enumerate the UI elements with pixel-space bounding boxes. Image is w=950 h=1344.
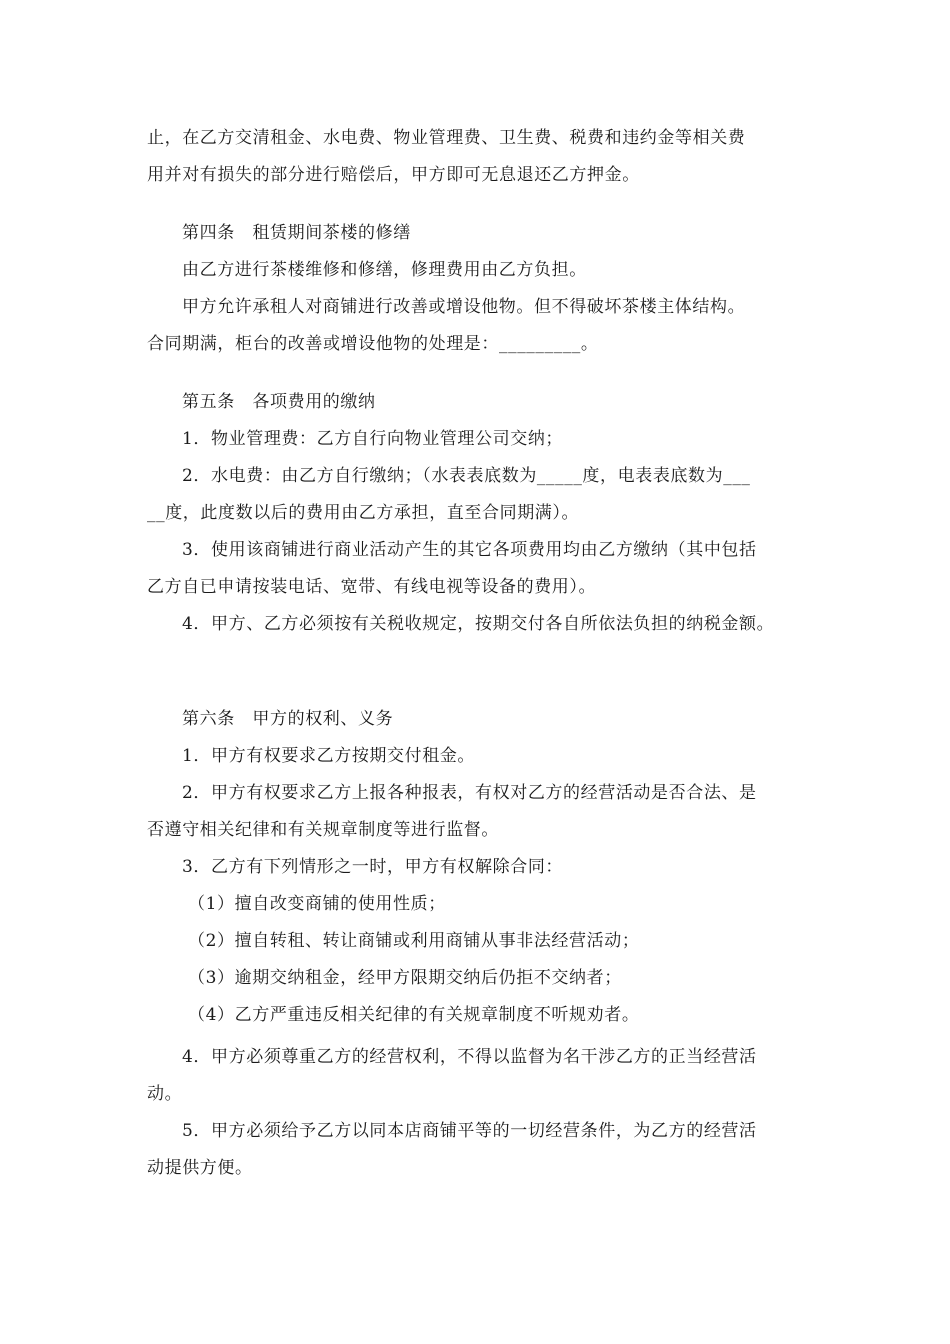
list-item: 2．甲方有权要求乙方上报各种报表，有权对乙方的经营活动是否合法、是 [182, 783, 757, 803]
list-item: 1．物业管理费：乙方自行向物业管理公司交纳； [182, 429, 564, 449]
sub-list-item: （3）逾期交纳租金，经甲方限期交纳后仍拒不交纳者； [188, 968, 622, 988]
list-item: 2．水电费：由乙方自行缴纳；（水表表底数为_____度，电表表底数为___ [182, 466, 751, 486]
paragraph-line: 甲方允许承租人对商铺进行改善或增设他物。但不得破坏茶楼主体结构。 [182, 297, 746, 317]
sub-list-item: （4）乙方严重违反相关纪律的有关规章制度不听规劝者。 [188, 1005, 640, 1025]
list-item: 5．甲方必须给予乙方以同本店商铺平等的一切经营条件，为乙方的经营活 [182, 1121, 757, 1141]
article-5-heading: 第五条 各项费用的缴纳 [182, 392, 376, 412]
list-item: 4．甲方、乙方必须按有关税收规定，按期交付各自所依法负担的纳税金额。 [182, 614, 775, 634]
list-item: 1．甲方有权要求乙方按期交付租金。 [182, 746, 476, 766]
list-item: 3．乙方有下列情形之一时，甲方有权解除合同： [182, 857, 564, 877]
paragraph-line: 合同期满，柜台的改善或增设他物的处理是：_________。 [147, 334, 599, 354]
sub-list-item: （2）擅自转租、转让商铺或利用商铺从事非法经营活动； [188, 931, 640, 951]
list-item-continuation: 否遵守相关纪律和有关规章制度等进行监督。 [147, 820, 499, 840]
article-6-heading: 第六条 甲方的权利、义务 [182, 709, 394, 729]
list-item-continuation: 动。 [147, 1084, 183, 1104]
list-item-continuation: __度，此度数以后的费用由乙方承担，直至合同期满）。 [147, 503, 580, 523]
sub-list-item: （1）擅自改变商铺的使用性质； [188, 894, 446, 914]
list-item: 3．使用该商铺进行商业活动产生的其它各项费用均由乙方缴纳（其中包括 [182, 540, 757, 560]
intro-line: 用并对有损失的部分进行赔偿后，甲方即可无息退还乙方押金。 [147, 165, 640, 185]
list-item: 4．甲方必须尊重乙方的经营权利，不得以监督为名干涉乙方的正当经营活 [182, 1047, 757, 1067]
list-item-continuation: 动提供方便。 [147, 1158, 253, 1178]
list-item-continuation: 乙方自已申请按装电话、宽带、有线电视等设备的费用）。 [147, 577, 597, 597]
paragraph-line: 由乙方进行茶楼维修和修缮，修理费用由乙方负担。 [182, 260, 587, 280]
article-4-heading: 第四条 租赁期间茶楼的修缮 [182, 223, 411, 243]
intro-line: 止，在乙方交清租金、水电费、物业管理费、卫生费、税费和违约金等相关费 [147, 128, 746, 148]
